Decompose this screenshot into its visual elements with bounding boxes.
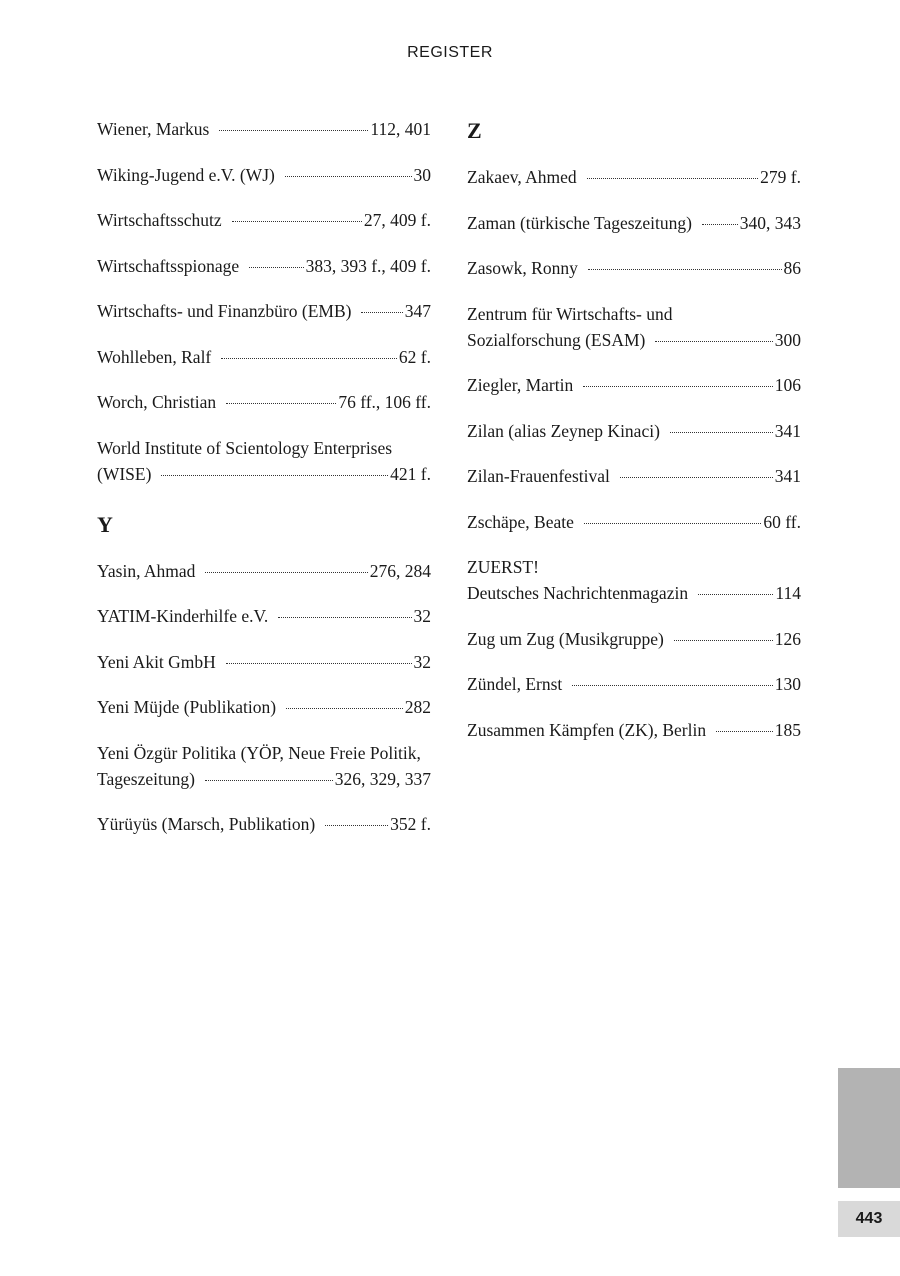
- dot-leader: [670, 432, 773, 433]
- index-entry-term: Yasin, Ahmad: [97, 560, 196, 581]
- dot-leader: [232, 221, 362, 222]
- index-entry-pages: 60 ff.: [763, 511, 801, 532]
- index-entry-term: Yürüyüs (Marsch, Publikation): [97, 814, 316, 834]
- index-entry: [97, 207, 431, 233]
- index-entry: [97, 298, 431, 324]
- index-entry-pages: 30: [413, 164, 431, 185]
- index-entry: [467, 301, 801, 353]
- index-column-left: [97, 116, 431, 857]
- dot-leader: [716, 731, 773, 732]
- index-entry-list-y: [97, 558, 431, 838]
- index-entry-pages: 76 ff., 106 ff.: [338, 392, 431, 412]
- index-entry: [467, 671, 801, 697]
- dot-leader: [620, 477, 773, 478]
- dot-leader: [286, 708, 403, 709]
- thumb-index-tab: [838, 1068, 900, 1188]
- index-entry-term: Zündel, Ernst: [467, 674, 563, 694]
- dot-leader: [226, 403, 336, 404]
- index-entry: [467, 509, 801, 535]
- index-entry-term: Zakaev, Ahmed: [467, 167, 577, 187]
- index-entry: [97, 558, 431, 584]
- dot-leader: [226, 663, 412, 664]
- index-entry-pages: 62 f.: [398, 346, 431, 367]
- index-entry: [97, 603, 431, 629]
- index-entry-list-w: [97, 116, 431, 487]
- index-column-right: [467, 116, 801, 762]
- section-letter-y: Y: [97, 511, 113, 537]
- index-entry: [467, 372, 801, 398]
- dot-leader: [285, 176, 412, 177]
- index-entry: [97, 253, 431, 279]
- index-entry-term: Tageszeitung): [97, 768, 195, 789]
- dot-leader: [584, 523, 762, 524]
- index-entry-term: Wohlleben, Ralf: [97, 346, 212, 367]
- index-entry-term: YATIM-Kinderhilfe e.V.: [97, 606, 269, 626]
- dot-leader: [655, 341, 772, 342]
- index-entry: [97, 435, 431, 487]
- index-entry: [97, 649, 431, 675]
- index-entry-term: Wiking-Jugend e.V. (WJ): [97, 164, 275, 185]
- dot-leader: [572, 685, 772, 686]
- index-entry-pages: 341: [774, 420, 801, 441]
- index-entry: [467, 164, 801, 190]
- index-entry-term: Worch, Christian: [97, 392, 217, 412]
- index-entry-first-line: Yeni Özgür Politika (YÖP, Neue Freie Politik,: [97, 742, 421, 763]
- index-entry-term: Yeni Müjde (Publikation): [97, 697, 277, 717]
- index-entry-term: Zschäpe, Beate: [467, 511, 574, 532]
- dot-leader: [249, 267, 303, 268]
- index-entry-pages: 383, 393 f., 409 f.: [305, 255, 431, 276]
- index-entry-pages: 86: [783, 258, 801, 278]
- index-entry-term: (WISE): [97, 463, 152, 484]
- index-entry-term: Sozialforschung (ESAM): [467, 329, 646, 350]
- index-entry-term: Zasowk, Ronny: [467, 258, 578, 278]
- index-entry-first-line: ZUERST!: [467, 557, 539, 577]
- dot-leader: [278, 617, 411, 618]
- index-entry-pages: 282: [404, 697, 431, 717]
- index-entry-pages: 114: [775, 583, 801, 603]
- index-entry: [97, 694, 431, 720]
- index-entry-term: Yeni Akit GmbH: [97, 651, 216, 672]
- index-entry-term: Wiener, Markus: [97, 119, 210, 139]
- index-entry-pages: 32: [413, 651, 431, 672]
- index-entry-pages: 130: [774, 674, 801, 694]
- index-entry-pages: 326, 329, 337: [334, 768, 431, 789]
- dot-leader: [702, 224, 738, 225]
- dot-leader: [674, 640, 773, 641]
- dot-leader: [583, 386, 773, 387]
- running-head: REGISTER: [407, 44, 493, 61]
- index-entry-term: Zaman (türkische Tageszeitung): [467, 212, 692, 233]
- index-entry: [97, 162, 431, 188]
- index-entry-term: Wirtschaftsschutz: [97, 210, 222, 230]
- index-entry-pages: 347: [404, 301, 431, 321]
- index-entry-pages: 341: [774, 466, 801, 486]
- dot-leader: [588, 269, 782, 270]
- index-entry-term: Zilan (alias Zeynep Kinaci): [467, 420, 660, 441]
- index-entry: [97, 116, 431, 142]
- index-entry: [467, 210, 801, 236]
- dot-leader: [221, 358, 397, 359]
- index-entry-pages: 300: [774, 329, 801, 350]
- index-entry: [467, 626, 801, 652]
- index-entry: [467, 554, 801, 606]
- dot-leader: [161, 475, 388, 476]
- index-entry-term: Zilan-Frauenfestival: [467, 466, 610, 486]
- index-entry-list-z: [467, 164, 801, 743]
- dot-leader: [205, 780, 333, 781]
- index-entry-term: Wirtschafts- und Finanzbüro (EMB): [97, 301, 352, 321]
- index-entry-first-line: Zentrum für Wirtschafts- und: [467, 303, 673, 324]
- index-entry-term: Zug um Zug (Musikgruppe): [467, 628, 664, 649]
- index-entry-pages: 340, 343: [739, 212, 801, 233]
- index-entry-pages: 106: [774, 375, 801, 395]
- dot-leader: [361, 312, 402, 313]
- index-entry-pages: 421 f.: [390, 463, 431, 484]
- index-entry-pages: 185: [774, 719, 801, 740]
- index-entry-pages: 112, 401: [370, 119, 431, 139]
- index-entry-pages: 276, 284: [369, 560, 431, 581]
- index-entry-pages: 126: [774, 628, 801, 649]
- index-entry-pages: 32: [413, 606, 431, 626]
- index-entry: [467, 463, 801, 489]
- index-entry-pages: 279 f.: [760, 167, 801, 187]
- dot-leader: [587, 178, 759, 179]
- index-entry: [97, 740, 431, 792]
- dot-leader: [205, 572, 367, 573]
- dot-leader: [698, 594, 773, 595]
- dot-leader: [325, 825, 388, 826]
- index-entry-term: Deutsches Nachrichtenmagazin: [467, 583, 689, 603]
- index-entry-term: Ziegler, Martin: [467, 375, 574, 395]
- section-letter-z: Z: [467, 118, 482, 143]
- index-entry-first-line: World Institute of Scientology Enterprises: [97, 437, 393, 458]
- dot-leader: [219, 130, 368, 131]
- index-entry-pages: 27, 409 f.: [363, 210, 431, 230]
- index-entry-term: Wirtschaftsspionage: [97, 255, 240, 276]
- index-entry: [467, 255, 801, 281]
- index-entry-pages: 352 f.: [390, 814, 431, 834]
- page-number: 443: [838, 1201, 900, 1237]
- index-entry: [97, 389, 431, 415]
- index-entry-term: Zusammen Kämpfen (ZK), Berlin: [467, 719, 707, 740]
- index-entry: [97, 811, 431, 837]
- index-entry: [97, 344, 431, 370]
- index-entry: [467, 418, 801, 444]
- index-entry: [467, 717, 801, 743]
